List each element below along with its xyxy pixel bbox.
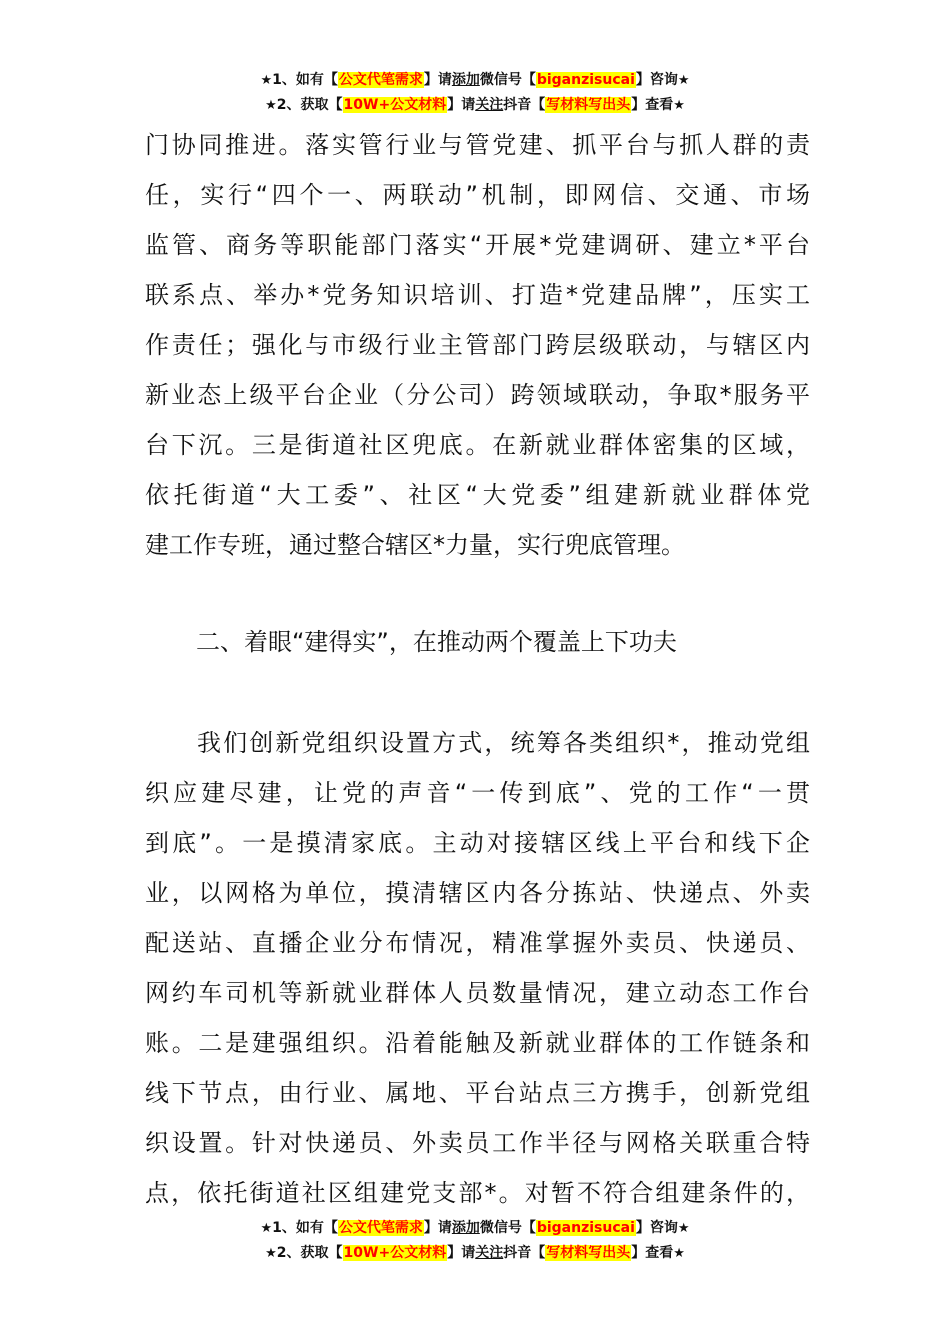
text-line: 我们创新党组织设置方式，统筹各类组织*，推动党组: [197, 729, 810, 757]
banner-text: 微信号【: [479, 72, 536, 88]
star-icon: ★: [260, 73, 273, 88]
banner-text: 抖音【: [503, 1245, 546, 1261]
banner-highlight: 公文代笔需求: [338, 1220, 423, 1236]
text-line: 业，以网格为单位，摸清辖区内各分拣站、快递点、外卖: [145, 879, 810, 907]
text-line: 织设置。针对快递员、外卖员工作半径与网格关联重合特: [145, 1129, 810, 1157]
text-line: 监管、商务等职能部门落实“开展*党建调研、建立*平台: [145, 231, 810, 259]
banner-text: 1、如有【: [272, 1220, 338, 1236]
banner-text: 】请: [447, 97, 476, 113]
banner-highlight-douyin: 写材料写出头: [546, 1245, 631, 1261]
text-line: 台下沉。三是街道社区兜底。在新就业群体密集的区域，: [145, 431, 810, 459]
text-line: 到底”。一是摸清家底。主动对接辖区线上平台和线下企: [145, 829, 810, 857]
banner-text: 】请: [423, 72, 452, 88]
banner-highlight-wechat-id: biganzisucai: [536, 72, 635, 88]
text-line: 任，实行“四个一、两联动”机制，即网信、交通、市场: [145, 181, 810, 209]
text-line: 账。二是建强组织。沿着能触及新就业群体的工作链条和: [145, 1029, 810, 1057]
banner-text: 微信号【: [479, 1220, 536, 1236]
text-line: 门协同推进。落实管行业与管党建、抓平台与抓人群的责: [145, 131, 810, 159]
text-line: 作责任；强化与市级行业主管部门跨层级联动，与辖区内: [145, 331, 810, 359]
banner-text: 】查看: [631, 1245, 674, 1261]
star-icon: ★: [673, 98, 685, 113]
section-heading: 二、着眼“建得实”，在推动两个覆盖上下功夫: [196, 628, 677, 656]
text-line: 联系点、举办*党务知识培训、打造*党建品牌”，压实工: [145, 281, 810, 309]
banner-highlight-douyin: 写材料写出头: [546, 97, 631, 113]
text-line: 依托街道“大工委”、社区“大党委”组建新就业群体党: [145, 481, 810, 509]
banner-underlined: 关注: [475, 1245, 504, 1261]
banner-text: 】请: [423, 1220, 452, 1236]
star-icon: ★: [260, 1221, 273, 1236]
text-line: 线下节点，由行业、属地、平台站点三方携手，创新党组: [145, 1079, 810, 1107]
banner-highlight: 10W+公文材料: [343, 97, 447, 113]
star-icon: ★: [677, 73, 690, 88]
banner-text: 】咨询: [635, 1220, 678, 1236]
text-line: 织应建尽建，让党的声音“一传到底”、党的工作“一贯: [145, 779, 810, 807]
header-banner: [0, 68, 950, 118]
banner-text: 】请: [447, 1245, 476, 1261]
banner-highlight: 10W+公文材料: [343, 1245, 447, 1261]
text-line: 点，依托街道社区组建党支部*。对暂不符合组建条件的，: [145, 1179, 810, 1207]
banner-line-2: [0, 93, 950, 118]
banner-text: 1、如有【: [272, 72, 338, 88]
banner-underlined: 添加: [451, 72, 480, 88]
paragraph-1: [145, 120, 810, 570]
star-icon: ★: [265, 1246, 277, 1261]
star-icon: ★: [265, 98, 277, 113]
banner-text: 抖音【: [503, 97, 546, 113]
banner-line-1: [0, 1216, 950, 1241]
footer-banner: [0, 1216, 950, 1266]
star-icon: ★: [677, 1221, 690, 1236]
text-line: 新业态上级平台企业（分公司）跨领域联动，争取*服务平: [145, 381, 810, 409]
text-line: 建工作专班，通过整合辖区*力量，实行兜底管理。: [145, 531, 685, 559]
banner-underlined: 添加: [451, 1220, 480, 1236]
paragraph-2: [145, 718, 810, 1218]
banner-text: 2、获取【: [276, 97, 343, 113]
banner-line-2: [0, 1241, 950, 1266]
banner-highlight: 公文代笔需求: [338, 72, 423, 88]
banner-text: 】咨询: [635, 72, 678, 88]
text-line: 配送站、直播企业分布情况，精准掌握外卖员、快递员、: [145, 929, 810, 957]
banner-text: 2、获取【: [276, 1245, 343, 1261]
star-icon: ★: [673, 1246, 685, 1261]
banner-text: 】查看: [631, 97, 674, 113]
banner-underlined: 关注: [475, 97, 504, 113]
banner-highlight-wechat-id: biganzisucai: [536, 1220, 635, 1236]
banner-line-1: [0, 68, 950, 93]
text-line: 网约车司机等新就业群体人员数量情况，建立动态工作台: [145, 979, 810, 1007]
